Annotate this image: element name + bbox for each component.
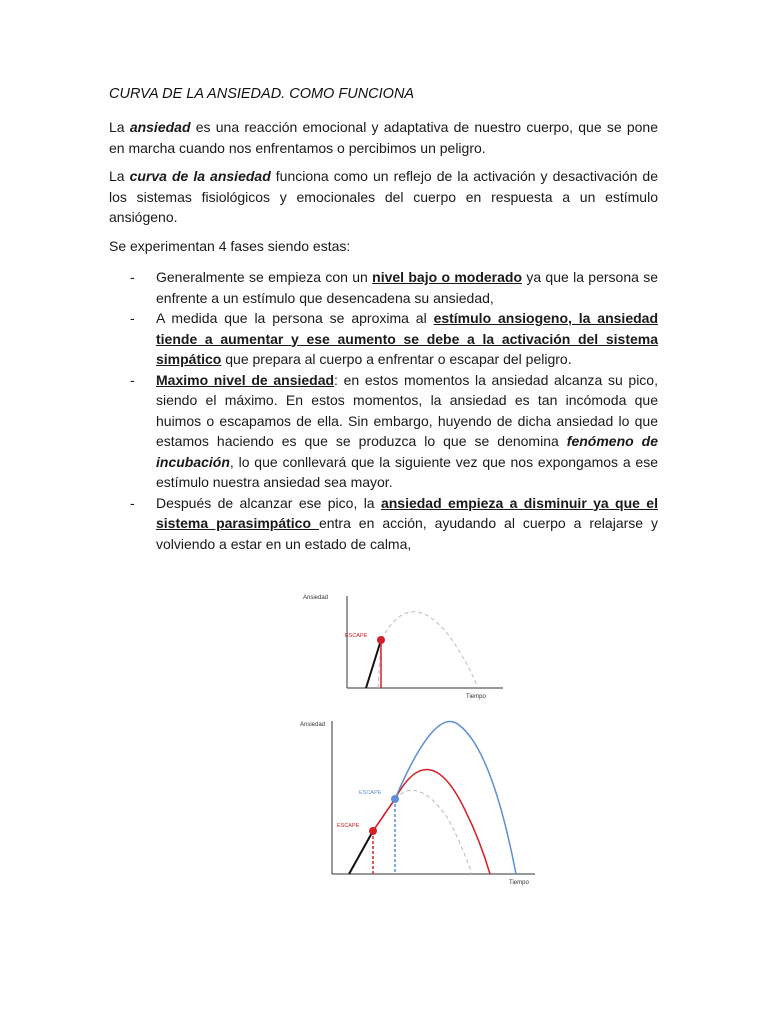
text: , lo que conllevará que la siguiente vez que nos expongamos a ese estímulo nuestra ansiedad sea mayor. xyxy=(156,453,658,490)
x-axis-label: Tiempo xyxy=(509,880,529,886)
list-item xyxy=(109,267,658,308)
bullet-dash: - xyxy=(130,269,135,285)
text: Después de alcanzar ese pico, la xyxy=(156,494,381,511)
text: ya que la persona se enfrente a un estímulo que desencadena su ansiedad, xyxy=(156,269,658,306)
text: que prepara al cuerpo a enfrentar o escapar del peligro. xyxy=(221,351,572,367)
anxiety-curve-figure-2 xyxy=(287,715,549,893)
escape-red-point xyxy=(369,827,377,835)
phases-list xyxy=(109,267,658,554)
bullet-dash: - xyxy=(130,371,135,388)
emphasis-curva: curva de la ansiedad xyxy=(129,168,271,184)
paragraph-definition xyxy=(109,117,658,158)
emphasis-ansiedad: ansiedad xyxy=(129,119,191,135)
bullet-dash: - xyxy=(130,310,135,326)
text: Generalmente se empieza con un xyxy=(156,269,373,285)
document-title: CURVA DE LA ANSIEDAD. COMO FUNCIONA xyxy=(109,86,415,102)
figure-background xyxy=(288,585,548,715)
escape-blue-label: ESCAPE xyxy=(359,790,382,796)
text: entra en acción, ayudando al cuerpo a relajarse y volviendo a estar en un estado de calma, xyxy=(156,515,658,552)
paragraph-phases-intro: Se experimentan 4 fases siendo estas: xyxy=(109,238,351,254)
strong-text: ansiedad empieza a disminuir ya que el sistema parasimpático xyxy=(156,494,658,531)
text: La xyxy=(109,168,130,184)
strong-text: Maximo nivel de ansiedad xyxy=(156,371,335,388)
bullet-dash: - xyxy=(130,494,135,511)
figure-background xyxy=(287,715,549,893)
y-axis-label: Ansiedad xyxy=(303,595,329,601)
anxiety-curve-figure-1 xyxy=(288,585,548,715)
list-item xyxy=(109,493,658,555)
list-item xyxy=(109,370,658,493)
strong-text: estímulo ansiogeno, la ansiedad tiende a aumentar y ese aumento se debe a la activación del sistema simpático xyxy=(156,310,658,367)
escape-blue-point xyxy=(391,795,399,803)
text: : en estos momentos la ansiedad alcanza su pico, siendo el máximo. En estos momentos, la ansiedad es tan incómoda que huimos o escapamos de ella. Sin embargo, huyendo de dicha ansiedad lo que estamos haciendo es que se produzca lo que se denomina xyxy=(156,371,658,449)
list-item xyxy=(109,308,658,370)
figure-1-svg xyxy=(288,585,548,715)
text: La xyxy=(109,119,130,135)
escape-point xyxy=(377,636,385,644)
escape-label: ESCAPE xyxy=(345,633,368,639)
text: A medida que la persona se aproxima al xyxy=(156,310,434,326)
paragraph-curve xyxy=(109,166,658,228)
text: funciona como un reflejo de la activación y desactivación de los sistemas fisiológicos y emocionales del cuerpo en respuesta a un estímulo ansiógeno. xyxy=(109,168,658,225)
y-axis-label: Ansiedad xyxy=(300,722,326,728)
escape-red-label: ESCAPE xyxy=(337,823,360,829)
figure-2-svg xyxy=(287,715,549,893)
emphasis-term: fenómeno de incubación xyxy=(156,433,659,470)
x-axis-label: Tiempo xyxy=(466,694,486,700)
text: es una reacción emocional y adaptativa de nuestro cuerpo, que se pone en marcha cuando nos enfrentamos o percibimos un peligro. xyxy=(109,119,658,156)
strong-text: nivel bajo o moderado xyxy=(372,269,522,285)
